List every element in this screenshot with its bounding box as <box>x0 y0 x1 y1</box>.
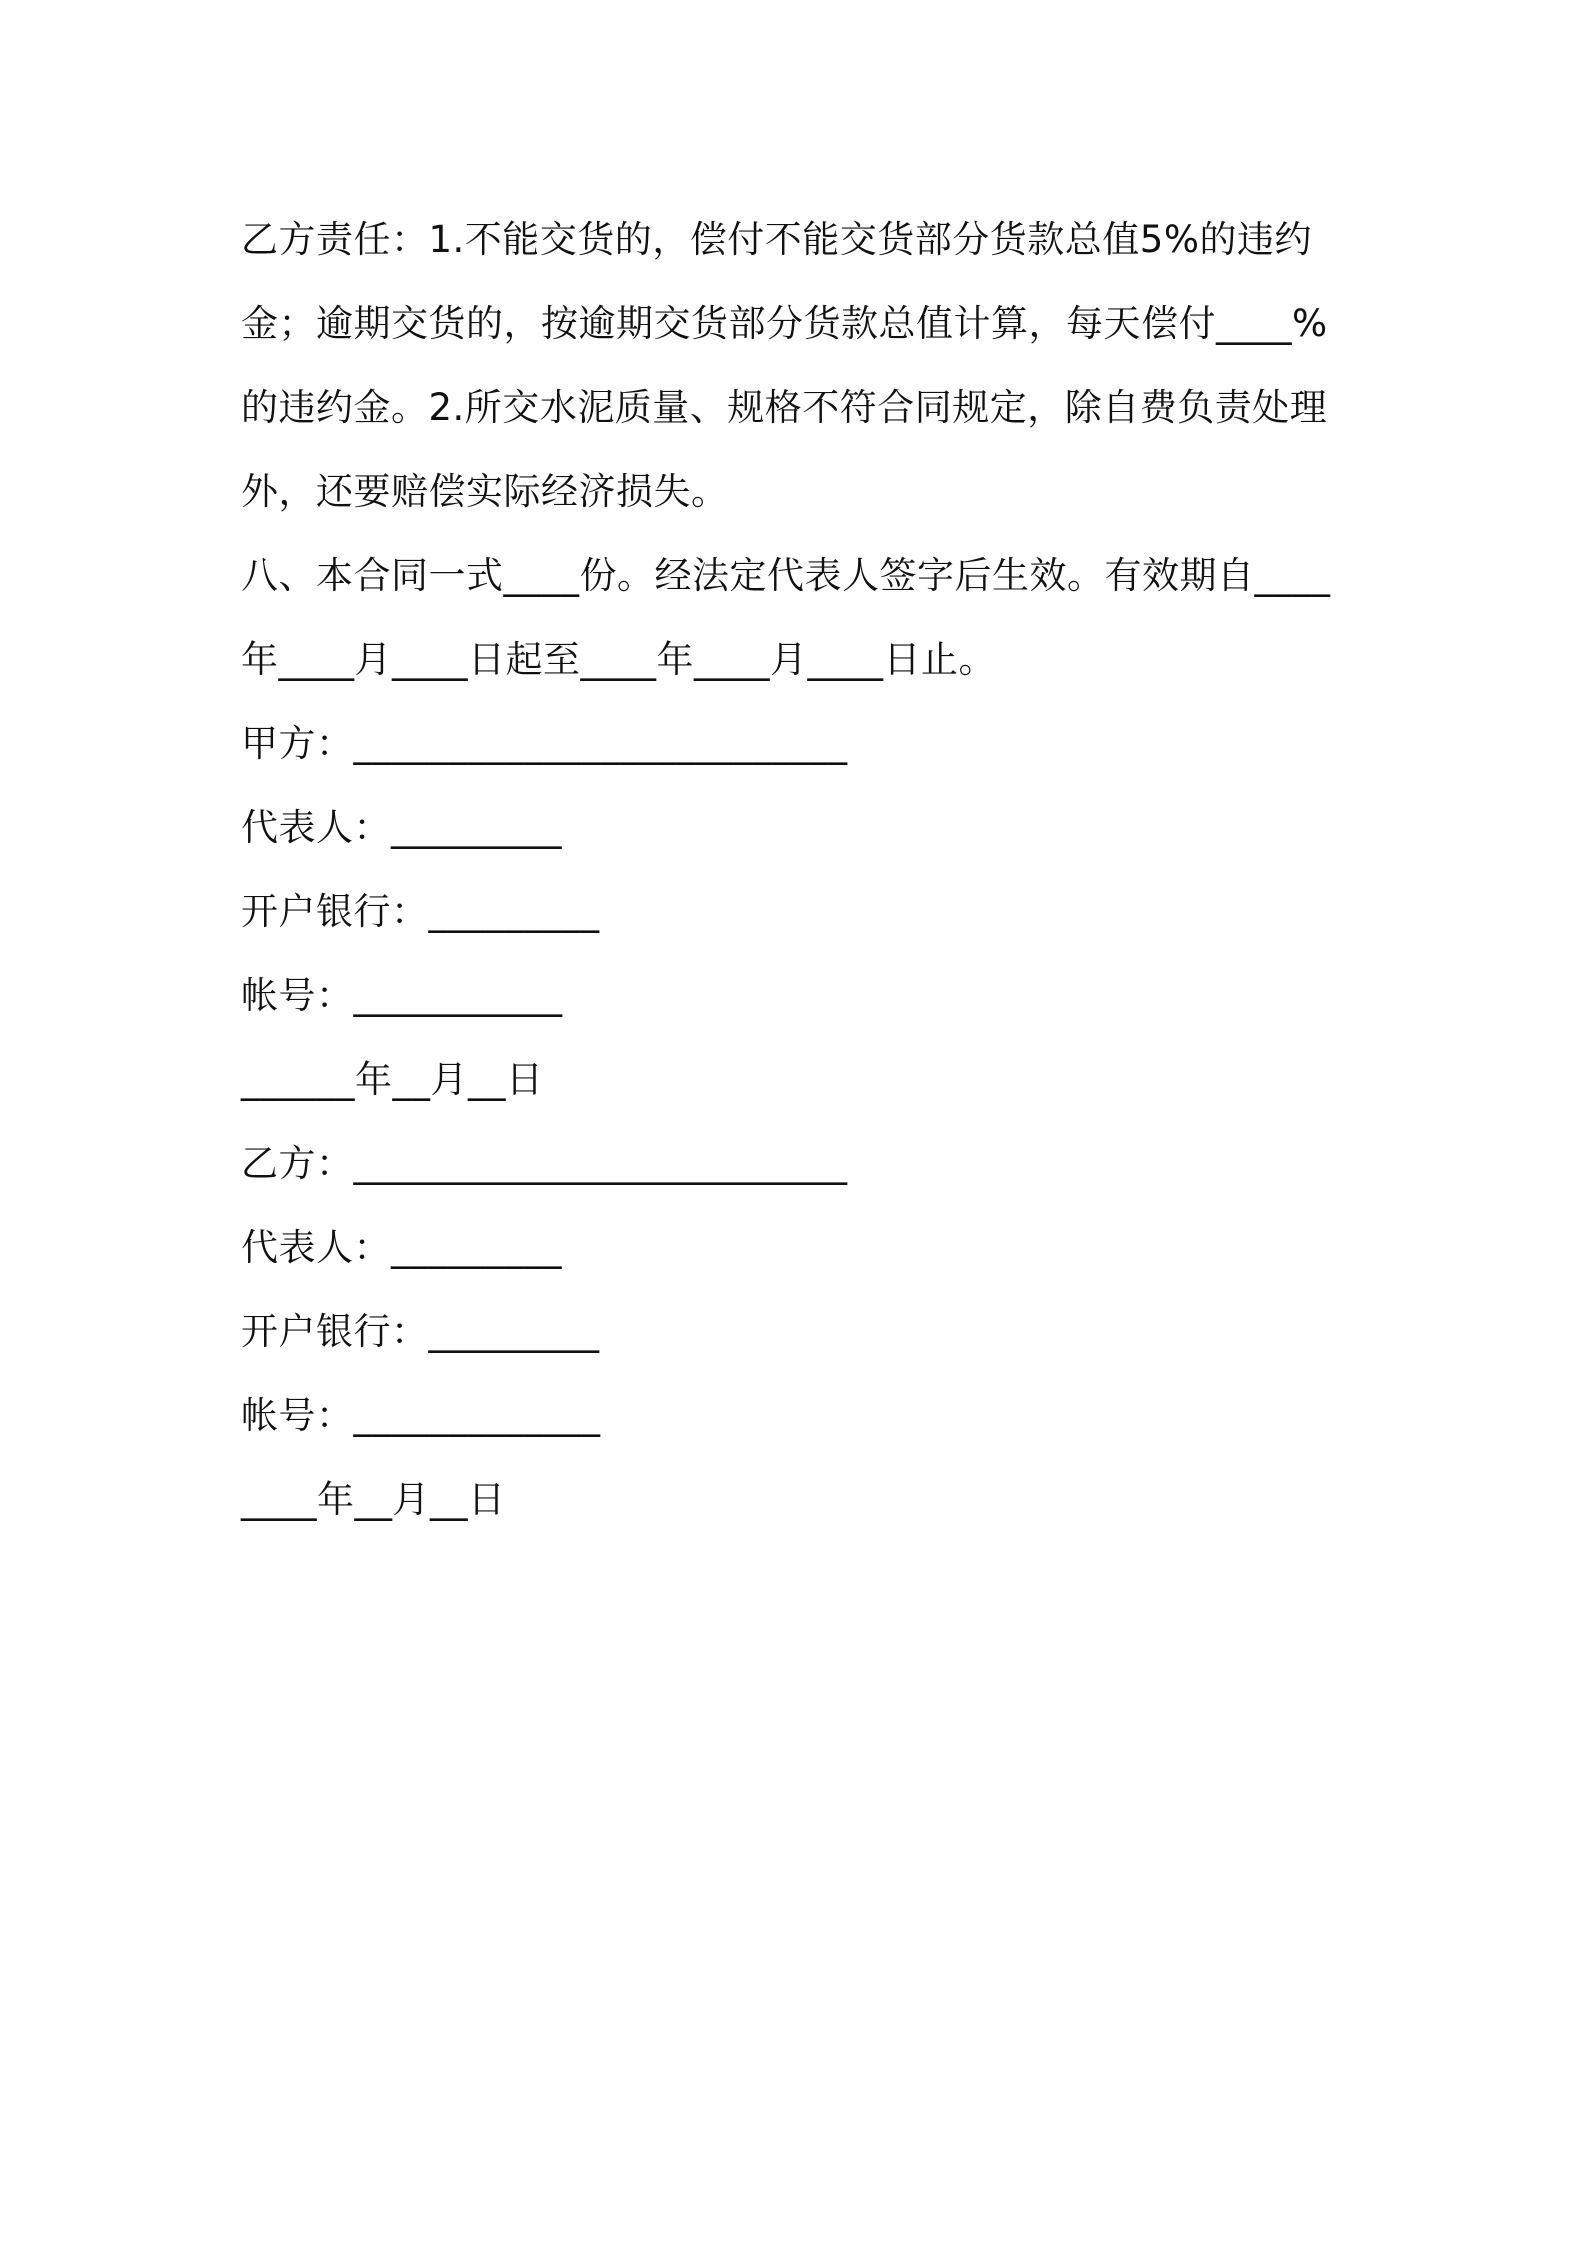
party-b-representative-line: 代表人：_________ <box>241 1226 562 1269</box>
party-a-representative-line: 代表人：_________ <box>241 806 562 849</box>
party-b-date-line: ____年__月__日 <box>241 1478 506 1521</box>
party-b-line: 乙方：__________________________ <box>241 1142 848 1185</box>
party-a-date-line: ______年__月__日 <box>241 1058 544 1101</box>
clause-8-paragraph: 八、本合同一式____份。经法定代表人签字后生效。有效期自____年____月____日起至____年____月____日止。 <box>241 554 1331 681</box>
party-a-bank-line: 开户银行：_________ <box>241 890 600 933</box>
party-b-bank-line: 开户银行：_________ <box>241 1310 600 1353</box>
document-body <box>241 198 1361 1542</box>
party-b-signature-block <box>241 1122 1361 1542</box>
party-a-signature-block <box>241 702 1361 1122</box>
party-b-account-line: 帐号：_____________ <box>241 1394 601 1437</box>
party-a-account-line: 帐号：___________ <box>241 974 563 1017</box>
party-b-liability-paragraph: 乙方责任：1.不能交货的，偿付不能交货部分货款总值5%的违约金；逾期交货的，按逾期交货部分货款总值计算，每天偿付____%的违约金。2.所交水泥质量、规格不符合同规定，除自费负责处理外，还要赔偿实际经济损失。 <box>241 218 1328 513</box>
party-a-line: 甲方：__________________________ <box>241 722 848 765</box>
